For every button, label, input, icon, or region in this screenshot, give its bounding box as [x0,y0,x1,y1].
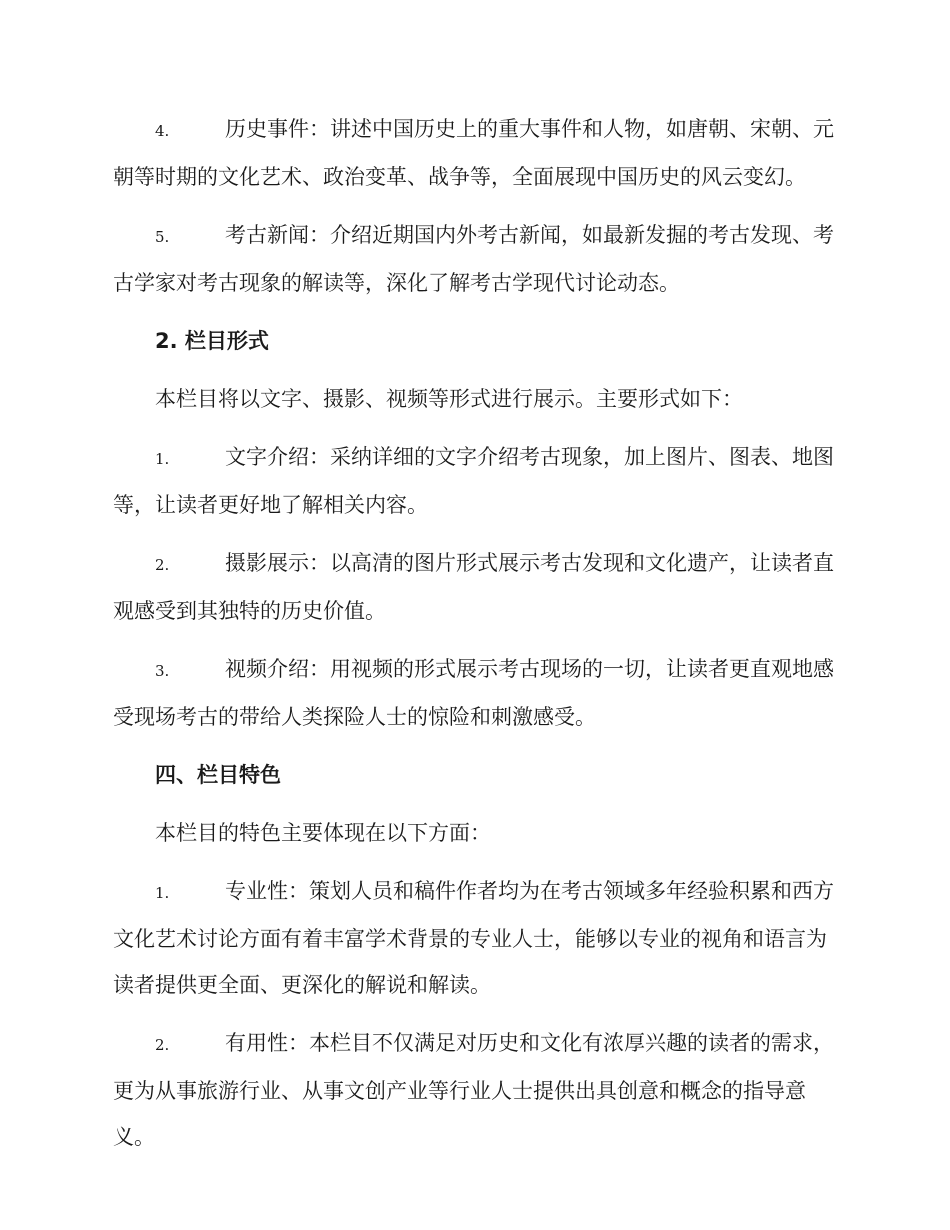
list-item-professionalism [113,868,835,1008]
list-text: 考古新闻：介绍近期国内外考古新闻，如最新发掘的考古发现、考古学家对考古现象的解读等，深化了解考古学现代讨论动态。 [113,223,834,295]
section-heading-column-features: 四、栏目特色 [155,763,281,787]
document-body [113,106,835,1160]
list-number: 5. [155,228,170,246]
section-heading-column-format: 2. 栏目形式 [155,329,269,353]
list-item-text-intro [113,434,835,528]
list-item-video-intro [113,646,835,740]
list-item-usefulness [113,1020,835,1160]
list-number: 2. [155,556,170,574]
list-text: 视频介绍：用视频的形式展示考古现场的一切，让读者更直观地感受现场考古的带给人类探险人士的惊险和刺激感受。 [113,657,834,729]
list-number: 3. [155,662,170,680]
paragraph-format-intro: 本栏目将以文字、摄影、视频等形式进行展示。主要形式如下： [155,387,743,411]
paragraph-features-intro: 本栏目的特色主要体现在以下方面： [155,821,491,845]
list-text: 文字介绍：采纳详细的文字介绍考古现象，加上图片、图表、地图等，让读者更好地了解相关内容。 [113,445,834,517]
list-number: 4. [155,122,170,140]
list-item-photo-display [113,540,835,634]
list-text: 历史事件：讲述中国历史上的重大事件和人物，如唐朝、宋朝、元朝等时期的文化艺术、政治变革、战争等，全面展现中国历史的风云变幻。 [113,117,834,189]
list-item-archaeology-news [113,212,835,306]
list-text: 摄影展示：以高清的图片形式展示考古发现和文化遗产，让读者直观感受到其独特的历史价值。 [113,551,834,623]
list-text: 专业性：策划人员和稿件作者均为在考古领域多年经验积累和西方文化艺术讨论方面有着丰富学术背景的专业人士，能够以专业的视角和语言为读者提供更全面、更深化的解说和解读。 [113,879,834,997]
list-text: 有用性：本栏目不仅满足对历史和文化有浓厚兴趣的读者的需求，更为从事旅游行业、从事文创产业等行业人士提供出具创意和概念的指导意义。 [113,1031,834,1149]
list-number: 1. [155,884,170,902]
list-item-history-events [113,106,835,200]
list-number: 2. [155,1036,170,1054]
list-number: 1. [155,450,170,468]
